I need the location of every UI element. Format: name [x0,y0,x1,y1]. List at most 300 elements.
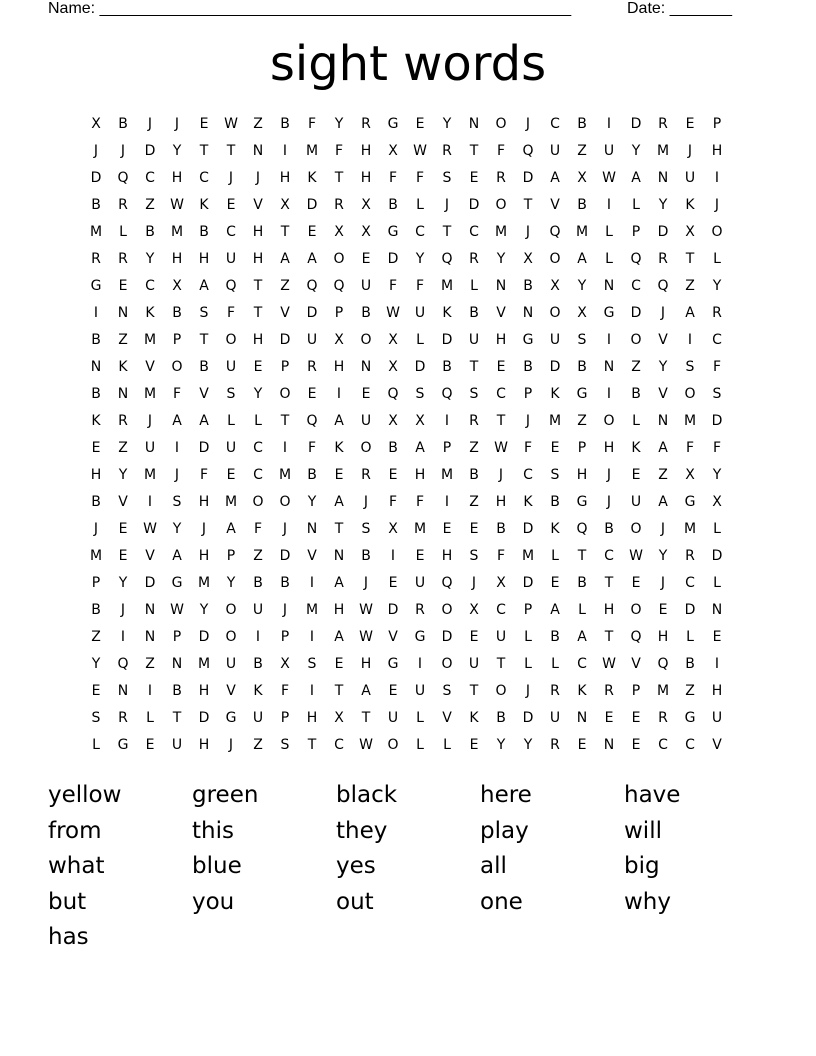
grid-letter: I [309,629,315,645]
grid-letter: U [360,278,372,294]
grid-letter: A [199,278,209,294]
word-bank-item: will [624,817,662,844]
grid-letter: M [413,521,427,537]
grid-letter: S [226,386,236,402]
grid-letter: B [172,683,182,699]
grid-letter: X [361,197,371,213]
grid-letter: B [91,494,101,510]
page-title: sight words [269,36,547,92]
grid-letter: O [360,440,372,456]
grid-letter: E [658,602,668,618]
grid-letter: L [524,656,532,672]
grid-letter: H [198,548,210,564]
grid-letter: I [417,656,423,672]
grid-letter: U [225,656,237,672]
grid-letter: B [469,467,479,483]
grid-letter: T [469,143,479,159]
grid-letter: T [199,143,209,159]
grid-letter: P [577,440,587,456]
grid-letter: M [224,494,238,510]
grid-letter: E [253,359,263,375]
grid-letter: E [199,116,209,132]
grid-letter: L [713,521,721,537]
grid-letter: M [521,548,535,564]
grid-letter: R [685,548,695,564]
grid-letter: L [578,602,586,618]
grid-letter: E [415,116,425,132]
grid-letter: O [711,224,723,240]
grid-letter: H [711,683,723,699]
grid-letter: I [606,197,612,213]
grid-letter: J [228,170,234,186]
grid-letter: V [658,386,668,402]
grid-letter: E [442,521,452,537]
grid-letter: X [415,413,425,429]
grid-letter: Z [145,656,155,672]
grid-letter: H [333,359,345,375]
grid-letter: U [225,251,237,267]
grid-letter: B [631,386,641,402]
name-line: Name: _____________________________________________________ [48,0,572,17]
grid-letter: C [226,224,236,240]
grid-letter: C [712,332,722,348]
grid-letter: T [604,629,614,645]
word-bank-item: out [336,888,374,915]
grid-letter: U [711,710,723,726]
grid-letter: N [522,305,534,321]
grid-letter: B [442,359,452,375]
grid-letter: F [253,521,263,537]
grid-letter: Q [441,251,453,267]
grid-letter: I [714,656,720,672]
grid-letter: U [603,143,615,159]
grid-letter: J [525,224,531,240]
grid-letter: E [415,548,425,564]
grid-letter: D [198,440,210,456]
grid-letter: H [576,467,588,483]
grid-letter: K [253,683,263,699]
grid-letter: U [414,683,426,699]
grid-letter: E [307,386,317,402]
grid-row [84,276,744,303]
grid-letter: O [171,359,183,375]
grid-letter: N [117,683,129,699]
grid-letter: S [91,710,101,726]
word-bank-item: why [624,888,671,915]
grid-letter: H [171,251,183,267]
grid-row [84,573,744,600]
grid-letter: B [199,359,209,375]
grid-letter: D [198,710,210,726]
grid-letter: K [334,440,344,456]
grid-letter: V [496,305,506,321]
grid-letter: W [494,440,508,456]
grid-letter: B [577,359,587,375]
grid-letter: E [550,440,560,456]
grid-letter: E [631,467,641,483]
grid-letter: J [444,197,450,213]
grid-letter: S [307,656,317,672]
grid-letter: M [440,467,454,483]
grid-letter: T [523,197,533,213]
grid-letter: B [145,224,155,240]
grid-letter: H [657,629,669,645]
grid-letter: X [172,278,182,294]
grid-letter: V [388,629,398,645]
grid-letter: P [334,305,344,321]
grid-row [84,303,744,330]
grid-letter: B [91,197,101,213]
grid-letter: H [252,224,264,240]
grid-letter: H [198,683,210,699]
grid-letter: X [280,656,290,672]
grid-letter: B [280,116,290,132]
grid-letter: O [279,386,291,402]
grid-letter: I [687,332,693,348]
grid-letter: G [225,710,237,726]
grid-letter: R [118,710,128,726]
grid-letter: O [333,251,345,267]
grid-letter: K [307,170,317,186]
grid-letter: A [550,170,560,186]
grid-letter: M [656,683,670,699]
grid-letter: G [387,116,399,132]
grid-letter: G [387,224,399,240]
grid-letter: W [629,548,643,564]
grid-letter: F [307,116,317,132]
grid-letter: U [630,494,642,510]
grid-letter: T [172,710,182,726]
grid-letter: V [712,737,722,753]
grid-letter: X [334,710,344,726]
grid-letter: M [197,656,211,672]
grid-letter: Y [307,494,317,510]
grid-letter: C [577,656,587,672]
grid-letter: I [606,386,612,402]
grid-letter: X [388,332,398,348]
grid-letter: W [170,602,184,618]
grid-letter: W [359,602,373,618]
grid-letter: M [278,467,292,483]
grid-letter: U [306,332,318,348]
grid-letter: N [603,359,615,375]
grid-letter: N [90,359,102,375]
grid-letter: T [307,737,317,753]
grid-letter: O [441,656,453,672]
grid-letter: C [145,170,155,186]
grid-letter: T [280,224,290,240]
grid-letter: D [387,602,399,618]
grid-letter: B [523,359,533,375]
grid-letter: C [685,737,695,753]
grid-letter: A [226,521,236,537]
grid-letter: M [305,143,319,159]
grid-letter: Z [118,332,128,348]
grid-letter: V [658,332,668,348]
grid-letter: N [603,278,615,294]
grid-letter: I [282,440,288,456]
grid-letter: K [145,305,155,321]
grid-letter: L [551,656,559,672]
grid-letter: T [496,656,506,672]
grid-letter: E [685,116,695,132]
grid-letter: E [361,251,371,267]
grid-letter: Y [577,278,587,294]
grid-letter: E [604,710,614,726]
grid-letter: O [441,602,453,618]
grid-letter: H [279,170,291,186]
grid-letter: Z [145,197,155,213]
grid-letter: O [252,494,264,510]
grid-letter: R [658,116,668,132]
grid-letter: U [414,305,426,321]
grid-letter: V [199,386,209,402]
grid-letter: F [685,440,695,456]
grid-letter: Q [306,413,318,429]
grid-letter: X [334,224,344,240]
grid-letter: T [253,305,263,321]
grid-letter: Y [226,575,236,591]
grid-letter: J [93,143,99,159]
grid-letter: B [496,521,506,537]
grid-letter: Q [522,143,534,159]
grid-letter: E [631,737,641,753]
grid-letter: V [145,359,155,375]
grid-letter: L [254,413,262,429]
grid-letter: Q [306,278,318,294]
grid-letter: E [226,197,236,213]
grid-letter: C [496,602,506,618]
grid-letter: Y [91,656,101,672]
grid-letter: E [226,467,236,483]
grid-letter: Z [685,683,695,699]
grid-letter: B [253,656,263,672]
grid-letter: Y [118,575,128,591]
grid-letter: C [685,575,695,591]
grid-letter: B [577,575,587,591]
grid-letter: I [444,494,450,510]
grid-row [84,114,744,141]
grid-letter: N [576,710,588,726]
grid-letter: W [143,521,157,537]
grid-letter: L [92,737,100,753]
grid-letter: X [550,278,560,294]
grid-letter: A [550,602,560,618]
grid-letter: J [525,413,531,429]
grid-letter: B [91,332,101,348]
grid-letter: K [523,494,533,510]
grid-letter: I [390,548,396,564]
grid-letter: D [306,197,318,213]
grid-letter: C [631,278,641,294]
grid-letter: K [469,710,479,726]
grid-letter: F [172,386,182,402]
grid-letter: T [361,710,371,726]
grid-letter: S [199,305,209,321]
grid-letter: P [523,386,533,402]
grid-letter: E [91,683,101,699]
grid-letter: E [550,575,560,591]
grid-letter: U [495,629,507,645]
grid-letter: F [415,170,425,186]
grid-letter: X [577,170,587,186]
grid-letter: O [225,629,237,645]
grid-letter: Y [172,521,182,537]
grid-row [84,357,744,384]
grid-letter: V [307,548,317,564]
grid-letter: J [201,521,207,537]
grid-letter: J [93,521,99,537]
grid-letter: X [496,575,506,591]
grid-letter: X [388,143,398,159]
grid-letter: B [91,602,101,618]
grid-letter: B [199,224,209,240]
grid-letter: I [282,143,288,159]
grid-row [84,627,744,654]
grid-letter: D [279,548,291,564]
grid-letter: N [144,602,156,618]
grid-letter: U [414,575,426,591]
grid-letter: F [415,278,425,294]
word-bank-item: has [48,924,89,950]
grid-letter: O [630,521,642,537]
grid-letter: K [685,197,695,213]
word-bank-item: blue [192,853,242,879]
grid-letter: H [495,494,507,510]
grid-letter: Z [253,737,263,753]
grid-letter: A [415,440,425,456]
grid-letter: U [252,710,264,726]
grid-letter: X [523,251,533,267]
grid-letter: J [174,116,180,132]
grid-letter: W [224,116,238,132]
grid-letter: D [144,143,156,159]
grid-letter: P [280,359,290,375]
grid-letter: O [225,332,237,348]
grid-letter: N [495,278,507,294]
grid-letter: D [711,548,723,564]
grid-letter: U [468,332,480,348]
grid-letter: T [469,683,479,699]
word-bank-item: have [624,782,681,808]
grid-letter: X [361,224,371,240]
grid-letter: T [685,251,695,267]
grid-letter: A [334,575,344,591]
grid-letter: X [685,224,695,240]
grid-letter: A [685,305,695,321]
grid-letter: B [361,305,371,321]
grid-letter: H [360,170,372,186]
word-bank-item: from [48,817,102,844]
grid-letter: C [523,467,533,483]
grid-letter: E [469,629,479,645]
grid-letter: U [225,440,237,456]
grid-letter: H [360,143,372,159]
grid-letter: S [577,332,587,348]
grid-letter: L [605,224,613,240]
grid-letter: K [550,521,560,537]
grid-letter: Y [712,278,722,294]
grid-letter: F [334,143,344,159]
grid-letter: M [575,224,589,240]
grid-letter: V [550,197,560,213]
grid-letter: E [145,737,155,753]
grid-letter: O [549,251,561,267]
grid-letter: J [228,737,234,753]
grid-letter: B [91,386,101,402]
grid-letter: F [388,278,398,294]
grid-letter: Z [253,116,263,132]
grid-letter: J [606,467,612,483]
grid-letter: E [469,737,479,753]
grid-letter: M [305,602,319,618]
grid-letter: H [711,143,723,159]
grid-letter: T [226,143,236,159]
grid-row [84,168,744,195]
grid-letter: D [387,251,399,267]
grid-row [84,384,744,411]
grid-letter: Z [469,494,479,510]
grid-letter: D [144,575,156,591]
grid-letter: U [549,710,561,726]
grid-row [84,492,744,519]
grid-letter: I [336,386,342,402]
grid-letter: P [442,440,452,456]
grid-letter: D [468,197,480,213]
grid-letter: E [118,548,128,564]
grid-letter: R [118,413,128,429]
grid-letter: B [685,656,695,672]
grid-letter: O [225,602,237,618]
grid-letter: E [469,170,479,186]
grid-letter: B [307,467,317,483]
grid-letter: Y [658,548,668,564]
grid-row [84,195,744,222]
grid-letter: S [280,737,290,753]
grid-letter: Q [576,521,588,537]
grid-row [84,600,744,627]
grid-letter: E [334,467,344,483]
grid-letter: V [280,305,290,321]
grid-letter: R [658,251,668,267]
grid-letter: U [684,170,696,186]
grid-letter: D [198,629,210,645]
grid-letter: A [658,494,668,510]
word-bank-item: you [192,888,235,915]
grid-letter: X [388,413,398,429]
grid-letter: I [714,170,720,186]
grid-letter: A [334,629,344,645]
grid-letter: X [280,197,290,213]
grid-letter: R [91,251,101,267]
grid-letter: R [658,710,668,726]
grid-letter: W [602,170,616,186]
grid-letter: H [603,440,615,456]
grid-letter: M [197,575,211,591]
grid-letter: A [577,251,587,267]
grid-letter: B [388,197,398,213]
word-bank-item: yellow [48,782,122,808]
grid-letter: L [416,332,424,348]
grid-letter: D [522,521,534,537]
grid-letter: J [660,575,666,591]
grid-letter: R [361,116,371,132]
grid-letter: D [414,359,426,375]
grid-letter: Z [658,467,668,483]
grid-letter: O [387,737,399,753]
grid-letter: P [523,602,533,618]
grid-letter: G [387,656,399,672]
